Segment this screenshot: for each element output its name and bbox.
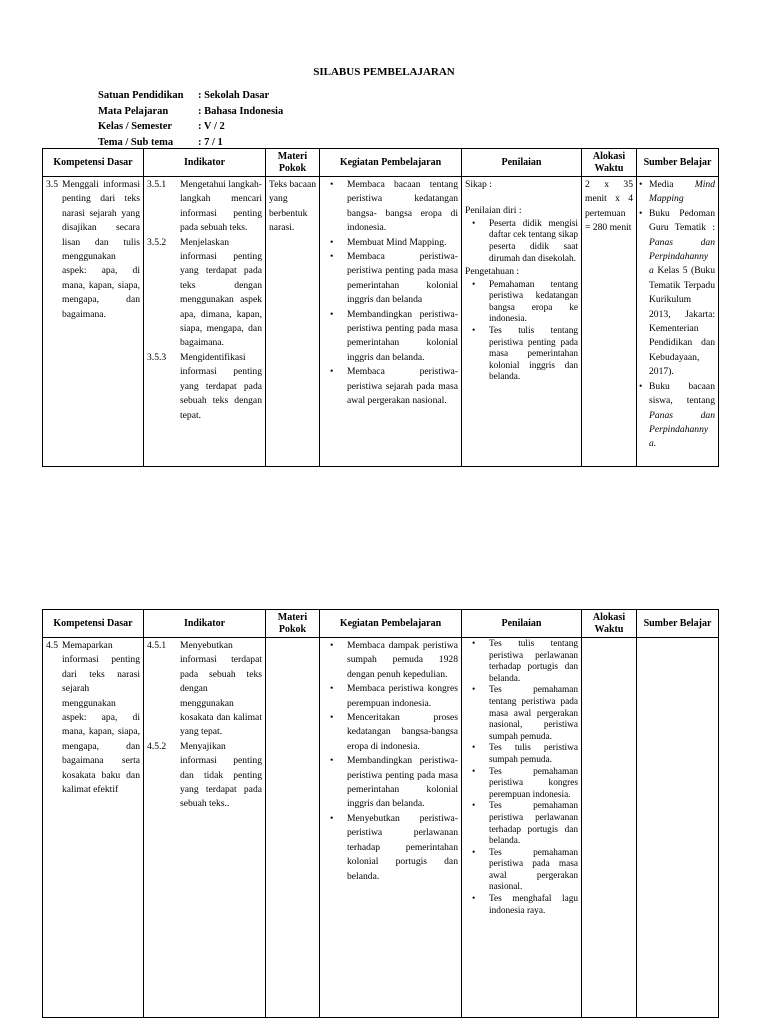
meta-key: Satuan Pendidikan — [98, 90, 184, 101]
indicator-text: Menyajikan informasi penting dan tidak penting yang terdapat pada sebuah teks.. — [180, 740, 262, 810]
list-item: • Membandingkan peristiwa-peristiwa penting pada masa pemerintahan kolonial inggris dan belanda. — [323, 754, 458, 812]
header-materi-pokok: Materi Pokok — [266, 610, 320, 638]
meta-value: : 7 / 1 — [198, 136, 223, 148]
list-item: • Tes tulis peristiwa sumpah pemuda. — [465, 743, 578, 766]
penilaian-cell — [462, 638, 582, 1018]
alokasi-cell — [582, 177, 637, 467]
penilaian-cell — [462, 177, 582, 467]
sumber-cell — [637, 177, 719, 467]
syllabus-table-2 — [42, 609, 719, 1018]
header-alokasi-waktu: Alokasi Waktu — [582, 610, 637, 638]
indicator-text: Mengetahui langkah- langkah mencari informasi penting pada sebuah teks. — [180, 179, 262, 234]
list-item — [638, 178, 715, 207]
list-item: • Tes menghafal lagu indonesia raya. — [465, 894, 578, 917]
table-header-row — [43, 149, 719, 177]
indicator-text: Menjelaskan informasi penting yang terdapat pada teks dengan menggunakan aspek apa, dimana, kapan, siapa, mengapa, dan bagaimana. — [180, 236, 262, 349]
meta-key: Kelas / Semester — [98, 121, 173, 132]
indicator-number: 3.5.2 — [147, 236, 167, 248]
syllabus-meta — [98, 88, 283, 150]
page-title: SILABUS PEMBELAJARAN — [313, 66, 455, 78]
indicator-item — [147, 639, 262, 740]
list-item — [638, 380, 715, 452]
kegiatan-cell — [320, 177, 462, 467]
list-item: • Peserta didik mengisi daftar cek tentang sikap peserta didik saat dirumah dan disekolah. — [465, 219, 578, 265]
header-kompetensi-dasar: Kompetensi Dasar — [43, 149, 144, 177]
materi-cell — [266, 638, 320, 1018]
header-kegiatan: Kegiatan Pembelajaran — [320, 610, 462, 638]
indicator-item — [147, 236, 262, 351]
kd-cell — [43, 638, 144, 1018]
list-item: • Tes pemahaman peristiwa kongres perempuan indonesia. — [465, 767, 578, 802]
table-header-row — [43, 610, 719, 638]
indicator-item — [147, 740, 262, 812]
indicator-number: 3.5.3 — [147, 351, 167, 363]
header-indikator: Indikator — [144, 149, 266, 177]
kd-cell — [43, 177, 144, 467]
list-item: • Tes pemahaman peristiwa pada masa awal pergerakan nasional. — [465, 848, 578, 894]
penilaian-sikap: Sikap : — [465, 179, 492, 190]
header-sumber-belajar: Sumber Belajar — [637, 149, 719, 177]
list-item: • Membaca peristiwa-peristiwa penting pada masa pemerintahan kolonial inggris dan belanda — [323, 250, 458, 308]
kd-number: 3.5 — [46, 179, 58, 190]
indicator-text: Menyebutkan informasi terdapat pada sebuah teks dengan menggunakan kosakata dan kalimat yang tepat. — [180, 640, 262, 738]
header-indikator: Indikator — [144, 610, 266, 638]
syllabus-table-1 — [42, 148, 719, 467]
header-kompetensi-dasar: Kompetensi Dasar — [43, 610, 144, 638]
kd-text: Memaparkan informasi penting dari teks narasi sejarah menggunakan aspek: apa, di mana, kapan, siapa, mengapa, dan bagaimana serta kosakata baku dan kalimat efektif — [62, 640, 140, 796]
list-item: • Membaca peristiwa kongres perempuan indonesia. — [323, 682, 458, 711]
indikator-cell — [144, 177, 266, 467]
list-item: • Membandingkan peristiwa-peristiwa penting pada masa pemerintahan kolonial inggris dan belanda. — [323, 308, 458, 366]
list-item: • Tes tulis tentang peristiwa penting pada masa pemerintahan kolonial inggris dan belanda. — [465, 326, 578, 384]
indicator-number: 4.5.1 — [147, 640, 167, 651]
materi-cell — [266, 177, 320, 467]
meta-row — [98, 104, 283, 120]
list-item: • Membaca bacaan tentang peristiwa kedatangan bangsa- bangsa eropa di indonesia. — [323, 178, 458, 236]
meta-row — [98, 88, 283, 104]
materi-text: Teks bacaan yang berbentuk narasi. — [269, 179, 317, 234]
list-item: • Pemahaman tentang peristiwa kedatangan bangsa eropa ke indonesia. — [465, 280, 578, 326]
header-penilaian: Penilaian — [462, 149, 582, 177]
alokasi-cell — [582, 638, 637, 1018]
sumber-italic: Mind Mapping — [649, 179, 715, 205]
sumber-cell — [637, 638, 719, 1018]
list-item: • Tes tulis tentang peristiwa perlawanan terhadap portugis dan belanda. — [465, 639, 578, 685]
list-item: • Tes pemahaman tentang peristiwa pada masa awal pergerakan nasional, peristiwa sumpah pemuda. — [465, 685, 578, 743]
indicator-text: Mengidentifikasi informasi penting yang terdapat pada sebuah teks dengan tepat. — [180, 351, 262, 421]
alokasi-text: 2 x 35 menit x 4 pertemuan = 280 menit — [585, 179, 633, 234]
header-sumber-belajar: Sumber Belajar — [637, 610, 719, 638]
sumber-text: Kelas 5 (Buku Tematik Terpadu Kurikulum 2013, Jakarta: Kementerian Pendidikan dan Kebudayaan, 2017). — [649, 265, 715, 378]
sumber-text: Buku bacaan siswa, tentang — [649, 380, 715, 407]
meta-value: : V / 2 — [198, 121, 225, 132]
table-row — [43, 177, 719, 467]
penilaian-diri: Penilaian diri : — [465, 205, 522, 217]
header-materi-pokok: Materi Pokok — [266, 149, 320, 177]
indicator-number: 3.5.1 — [147, 179, 167, 190]
list-item — [638, 207, 715, 380]
meta-key: Mata Pelajaran — [98, 105, 169, 117]
table-row — [43, 638, 719, 1018]
kegiatan-cell — [320, 638, 462, 1018]
indicator-number: 4.5.2 — [147, 740, 167, 752]
header-kegiatan: Kegiatan Pembelajaran — [320, 149, 462, 177]
meta-value: : Bahasa Indonesia — [198, 105, 284, 117]
list-item: • Tes pemahaman peristiwa perlawanan terhadap portugis dan belanda. — [465, 801, 578, 847]
sumber-italic: Panas dan Perpindahanny a. — [649, 409, 715, 450]
sumber-text: Media — [649, 179, 674, 190]
list-item: • Membaca peristiwa-peristiwa sejarah pada masa awal pergerakan nasional. — [323, 365, 458, 408]
penilaian-pengetahuan: Pengetahuan : — [465, 266, 520, 278]
header-alokasi-waktu: Alokasi Waktu — [582, 149, 637, 177]
list-item: • Menyebutkan peristiwa-peristiwa perlawanan terhadap pemerintahan kolonial portugis dan belanda. — [323, 812, 458, 884]
indicator-item — [147, 178, 262, 236]
indikator-cell — [144, 638, 266, 1018]
kd-text: Menggali informasi penting dari teks narasi sejarah yang disajikan secara lisan dan tulis menggunakan aspek: apa, di mana, kapan, siapa, mengapa, dan bagaimana. — [62, 179, 140, 320]
meta-value: : Sekolah Dasar — [198, 90, 270, 101]
list-item: • Membaca dampak peristiwa sumpah pemuda 1928 dengan penuh kepedulian. — [323, 639, 458, 682]
kd-number: 4.5 — [46, 640, 58, 651]
sumber-text: Buku Pedoman Guru Tematik : — [649, 207, 715, 234]
header-penilaian: Penilaian — [462, 610, 582, 638]
list-item: • Membuat Mind Mapping. — [323, 236, 458, 250]
sumber-italic: Panas dan Perpindahanny a — [649, 236, 715, 277]
meta-row — [98, 119, 283, 135]
meta-key: Tema / Sub tema — [98, 136, 174, 148]
indicator-item — [147, 351, 262, 423]
list-item: • Menceritakan proses kedatangan bangsa-bangsa eropa di indonesia. — [323, 711, 458, 754]
